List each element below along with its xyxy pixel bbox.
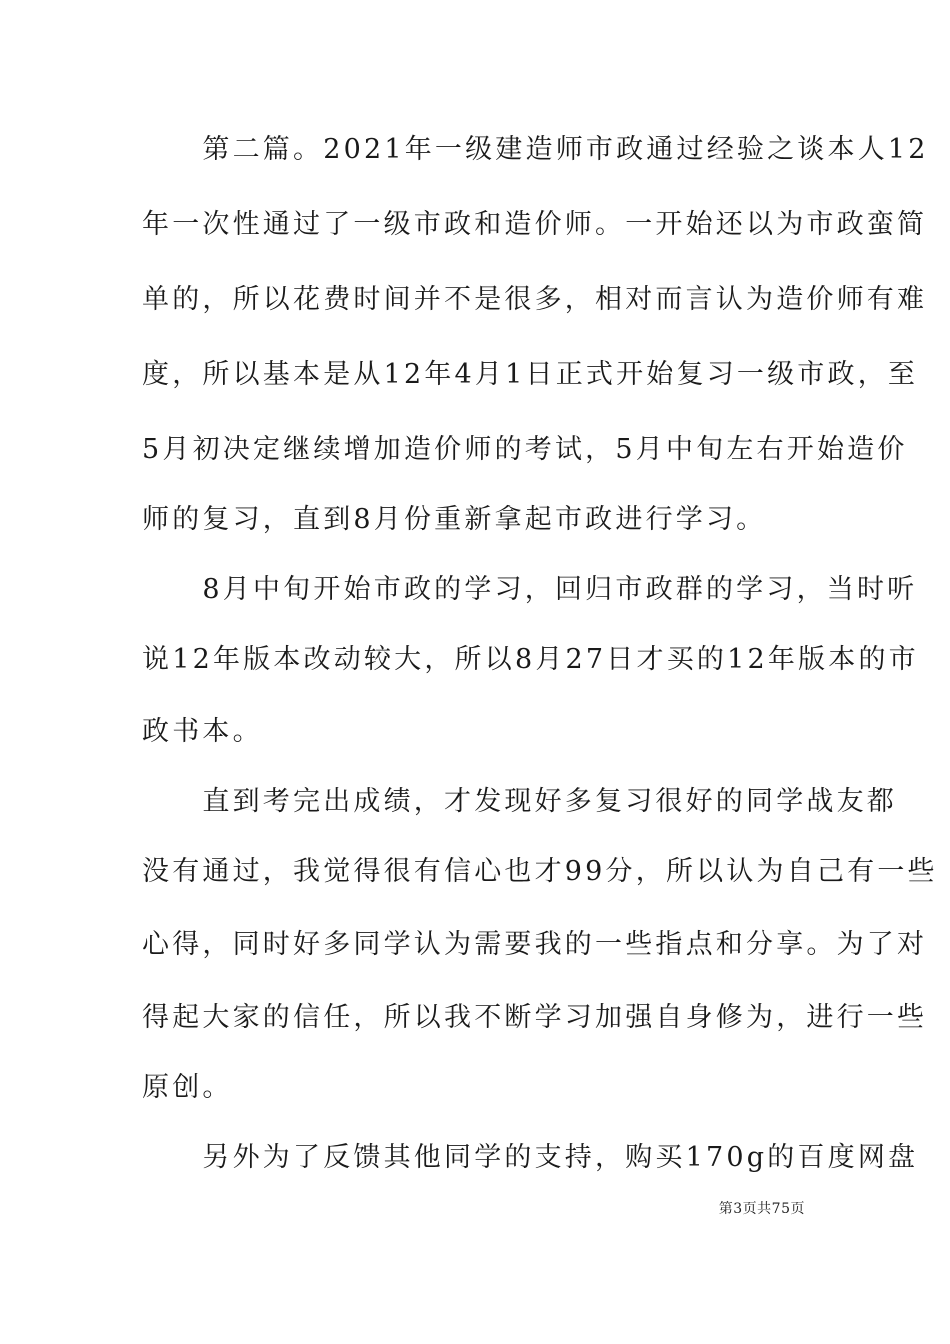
- text-line: 另外为了反馈其他同学的支持，购买170g的百度网盘: [142, 1142, 919, 1173]
- text-line: 心得，同时好多同学认为需要我的一些指点和分享。为了对: [142, 929, 928, 960]
- text-line: 得起大家的信任，所以我不断学习加强自身修为，进行一些: [142, 1002, 928, 1033]
- page-number-footer: 第3页共75页: [718, 1201, 805, 1217]
- text-line: 师的复习，直到8月份重新拿起市政进行学习。: [142, 504, 767, 535]
- text-line: 直到考完出成绩，才发现好多复习很好的同学战友都: [142, 786, 897, 817]
- text-line: 说12年版本改动较大，所以8月27日才买的12年版本的市: [142, 644, 919, 675]
- text-line: 原创。: [142, 1072, 233, 1103]
- text-line: 年一次性通过了一级市政和造价师。一开始还以为市政蛮简: [142, 209, 928, 240]
- text-line: 第二篇。2021年一级建造师市政通过经验之谈本人12: [142, 134, 929, 165]
- text-line: 8月中旬开始市政的学习，回归市政群的学习，当时听: [142, 574, 918, 605]
- text-line: 度，所以基本是从12年4月1日正式开始复习一级市政，至: [142, 359, 919, 390]
- text-line: 单的，所以花费时间并不是很多，相对而言认为造价师有难: [142, 284, 928, 315]
- text-line: 5月初决定继续增加造价师的考试，5月中旬左右开始造价: [142, 434, 908, 465]
- text-line: 政书本。: [142, 716, 263, 747]
- text-line: 没有通过，我觉得很有信心也才99分，所以认为自己有一些: [142, 856, 938, 887]
